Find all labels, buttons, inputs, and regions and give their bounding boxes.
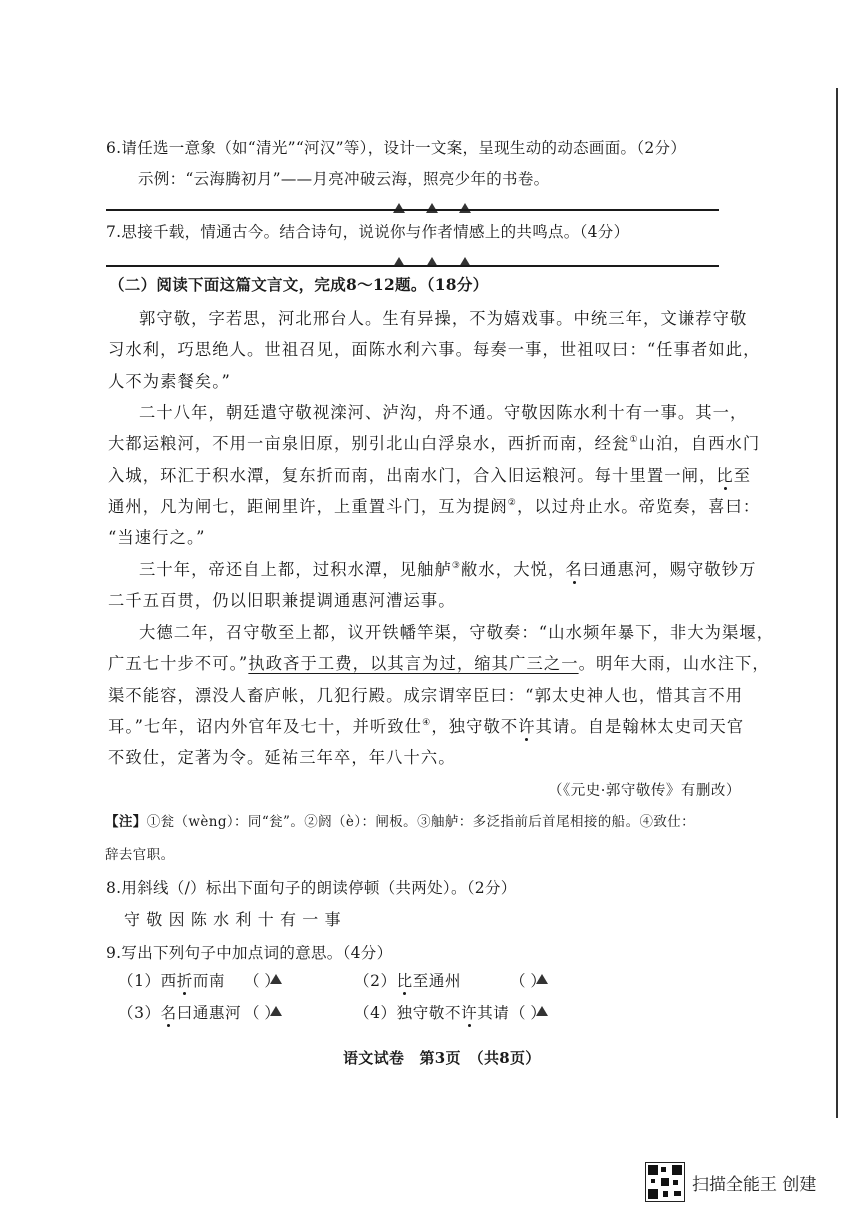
passage-paragraph-2 bbox=[108, 397, 760, 553]
scan-edge-line bbox=[836, 88, 838, 1118]
section-heading: （二）阅读下面这篇文言文，完成8～12题。（18分） bbox=[109, 275, 489, 294]
passage-line: 耳。”七年，诏内外官年及七十，并听致仕④，独守敬不许其请。自是翰林太史司天官 bbox=[108, 716, 745, 736]
passage-paragraph-3 bbox=[108, 554, 757, 617]
note-ref: ③ bbox=[451, 561, 462, 571]
passage-line: 入城，环汇于积水潭，复东折而南，出南水门，合入旧运粮河。每十里置一闸，比至 bbox=[108, 465, 752, 485]
q9-blank-4: （ ） bbox=[510, 1001, 574, 1023]
dotted-word: 名 bbox=[160, 1004, 177, 1022]
q9-item-3: （3）名曰通惠河 bbox=[118, 1004, 242, 1022]
answer-placeholder-6 bbox=[393, 198, 471, 217]
passage-line: 大德二年，召守敬至上都，议开铁幡竿渠，守敬奏：“山水频年暴下，非大为渠堰， bbox=[139, 623, 775, 642]
triangle-icon bbox=[536, 1006, 548, 1016]
question-9: 9.写出下列句子中加点词的意思。（4分） bbox=[106, 944, 393, 962]
divider bbox=[106, 265, 719, 267]
passage-line: 通州，凡为闸七，距闸里许，上重置斗门，互为提阏②，以过舟止水。帝览奏，喜曰： bbox=[108, 496, 761, 516]
triangle-icon bbox=[426, 203, 438, 213]
passage-paragraph-4 bbox=[108, 617, 774, 773]
question-8: 8.用斜线（/）标出下面句子的朗读停顿（共两处）。（2分） bbox=[106, 879, 517, 897]
triangle-icon bbox=[270, 974, 282, 984]
q9-blank-3: （ ） bbox=[244, 1001, 308, 1023]
annotation: 【注】①瓮（wèng）：同“瓮”。②阏（è）：闸板。③舳舻：多泛指前后首尾相接的船。④致仕： bbox=[105, 814, 696, 830]
passage-line: 郭守敬，字若思，河北邢台人。生有异操，不为嬉戏事。中统三年，文谦荐守敬 bbox=[139, 309, 748, 328]
q9-item-1: （1）西折而南 bbox=[118, 972, 226, 990]
passage-line: 广五七十步不可。”执政吝于工费，以其言为过，缩其广三之一。明年大雨，山水注下， bbox=[108, 654, 770, 674]
q9-item-2: （2）比至通州 bbox=[354, 972, 462, 990]
note-ref: ② bbox=[507, 497, 517, 508]
note-ref: ① bbox=[629, 435, 639, 446]
qr-code-icon bbox=[645, 1162, 685, 1202]
dotted-word: 比 bbox=[396, 972, 413, 990]
question-8-sentence: 守 敬 因 陈 水 利 十 有 一 事 bbox=[124, 910, 342, 929]
triangle-icon bbox=[536, 974, 548, 984]
passage-line: “当速行之。” bbox=[108, 528, 206, 548]
q9-blank-1: （ ） bbox=[244, 969, 308, 991]
note-ref: ④ bbox=[422, 717, 432, 728]
triangle-icon bbox=[459, 203, 471, 213]
question-6-example: 示例：“云海腾初月”——月亮冲破云海，照亮少年的书卷。 bbox=[138, 170, 550, 188]
dotted-word: 名 bbox=[565, 560, 583, 579]
passage-line: 人不为素餐矣。” bbox=[108, 371, 231, 391]
q9-item-4: （4）独守敬不许其请 bbox=[354, 1004, 510, 1022]
dotted-word: 比 bbox=[716, 465, 734, 485]
passage-line: 大都运粮河，不用一亩泉旧原，别引北山白浮泉水，西折而南，经瓮①山泊，自西水门 bbox=[108, 434, 761, 454]
answer-placeholder-7 bbox=[393, 252, 471, 271]
q9-blank-2: （ ） bbox=[510, 969, 574, 991]
annotation-continued: 辞去官职。 bbox=[105, 847, 175, 863]
annotation-label: 【注】 bbox=[105, 814, 147, 830]
page-footer: 语文试卷 第3页 （共8页） bbox=[343, 1049, 541, 1067]
passage-line: 不致仕，定著为令。延祐三年卒，年八十六。 bbox=[108, 748, 456, 768]
scanner-watermark: 扫描全能王 创建 bbox=[692, 1175, 817, 1195]
question-7: 7.思接千载，情通古今。结合诗句，说说你与作者情感上的共鸣点。（4分） bbox=[106, 223, 630, 241]
passage-line: 习水利，巧思绝人。世祖召见，面陈水利六事。每奏一事，世祖叹曰：“任事者如此， bbox=[108, 340, 761, 360]
question-6: 6.请任选一意象（如“清光”“河汉”等），设计一文案，呈现生动的动态画面。（2分） bbox=[106, 139, 687, 157]
dotted-word: 许 bbox=[461, 1004, 478, 1022]
passage-line: 二十八年，朝廷遣守敬视滦河、泸沟，舟不通。守敬因陈水利十有一事。其一， bbox=[139, 403, 748, 422]
dotted-word: 折 bbox=[176, 972, 193, 990]
underlined-sentence: 执政吝于工费，以其言为过，缩其广三之一 bbox=[248, 654, 579, 674]
triangle-icon bbox=[393, 203, 405, 213]
passage-line: 三十年，帝还自上都，过积水潭，见舳舻③敝水，大悦，名曰通惠河，赐守敬钞万 bbox=[139, 560, 757, 579]
passage-source: （《元史·郭守敬传》有删改） bbox=[548, 783, 741, 799]
passage-line: 渠不能容，漂没人畜庐帐，几犯行殿。成宗谓宰臣曰：“郭太史神人也，惜其言不用 bbox=[108, 685, 744, 705]
passage-line: 二千五百贯，仍以旧职兼提调通惠河漕运事。 bbox=[108, 591, 456, 611]
dotted-word: 许 bbox=[518, 716, 536, 736]
triangle-icon bbox=[270, 1006, 282, 1016]
divider bbox=[106, 209, 719, 211]
passage-paragraph-1 bbox=[108, 303, 761, 397]
